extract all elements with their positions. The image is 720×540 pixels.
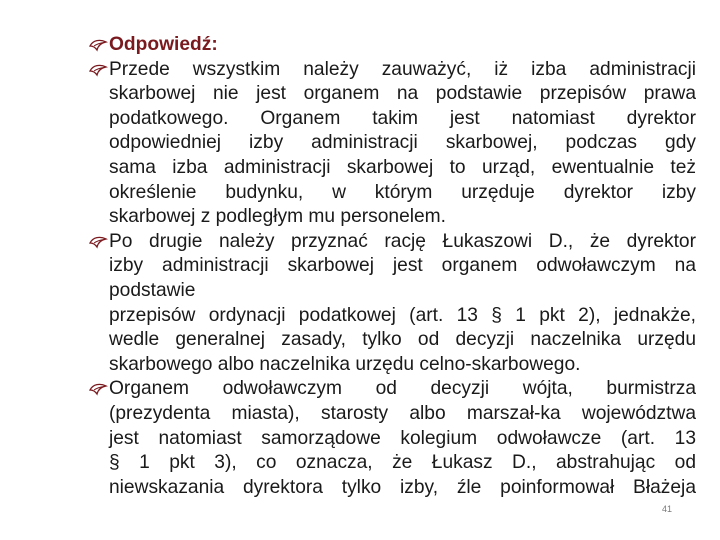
text-line: § 1 pkt 3), co oznacza, że Łukasz D., abstrahując od <box>109 452 696 474</box>
fleuron-bullet-icon <box>88 62 108 78</box>
fleuron-bullet-icon <box>88 37 108 53</box>
text-line: jest natomiast samorządowe kolegium odwoławcze (art. 13 <box>109 427 696 449</box>
text-line: skarbowej z podległym mu personelem. <box>109 206 446 228</box>
fleuron-bullet-icon <box>88 381 108 397</box>
text-line: izby administracji skarbowej jest organem odwoławczym na <box>109 255 696 277</box>
text-line: skarbowego albo naczelnika urzędu celno-skarbowego. <box>109 353 581 375</box>
answer-heading: Odpowiedź: <box>109 34 218 55</box>
text-line: wedle generalnej zasady, tylko od decyzji naczelnika urzędu <box>109 329 696 351</box>
text-line: odpowiedniej izby administracji skarbowej, podczas gdy <box>109 132 696 154</box>
page-number: 41 <box>662 504 673 514</box>
paragraph-3 <box>88 377 696 500</box>
paragraph-2 <box>88 230 696 378</box>
slide-content <box>88 33 696 500</box>
paragraph-1 <box>88 58 696 230</box>
heading-item <box>88 33 696 58</box>
text-line: podstawie <box>109 279 196 301</box>
text-line: Przede wszystkim należy zauważyć, iż izba administracji <box>109 58 696 80</box>
text-line: podatkowego. Organem takim jest natomiast dyrektor <box>109 107 696 129</box>
text-line: określenie budynku, w którym urzęduje dyrektor izby <box>109 181 696 203</box>
text-line: sama izba administracji skarbowej to urząd, ewentualnie też <box>109 156 696 178</box>
text-line: (prezydenta miasta), starosty albo marszał-ka województwa <box>109 402 696 424</box>
text-line: niewskazania dyrektora tylko izby, źle poinformował Błażeja <box>109 476 696 498</box>
text-line: Po drugie należy przyznać rację Łukaszowi D., że dyrektor <box>109 230 696 252</box>
text-line: Organem odwoławczym od decyzji wójta, burmistrza <box>109 378 696 400</box>
text-line: przepisów ordynacji podatkowej (art. 13 § 1 pkt 2), jednakże, <box>109 304 696 326</box>
text-line: skarbowej nie jest organem na podstawie przepisów prawa <box>109 83 696 105</box>
fleuron-bullet-icon <box>88 234 108 250</box>
